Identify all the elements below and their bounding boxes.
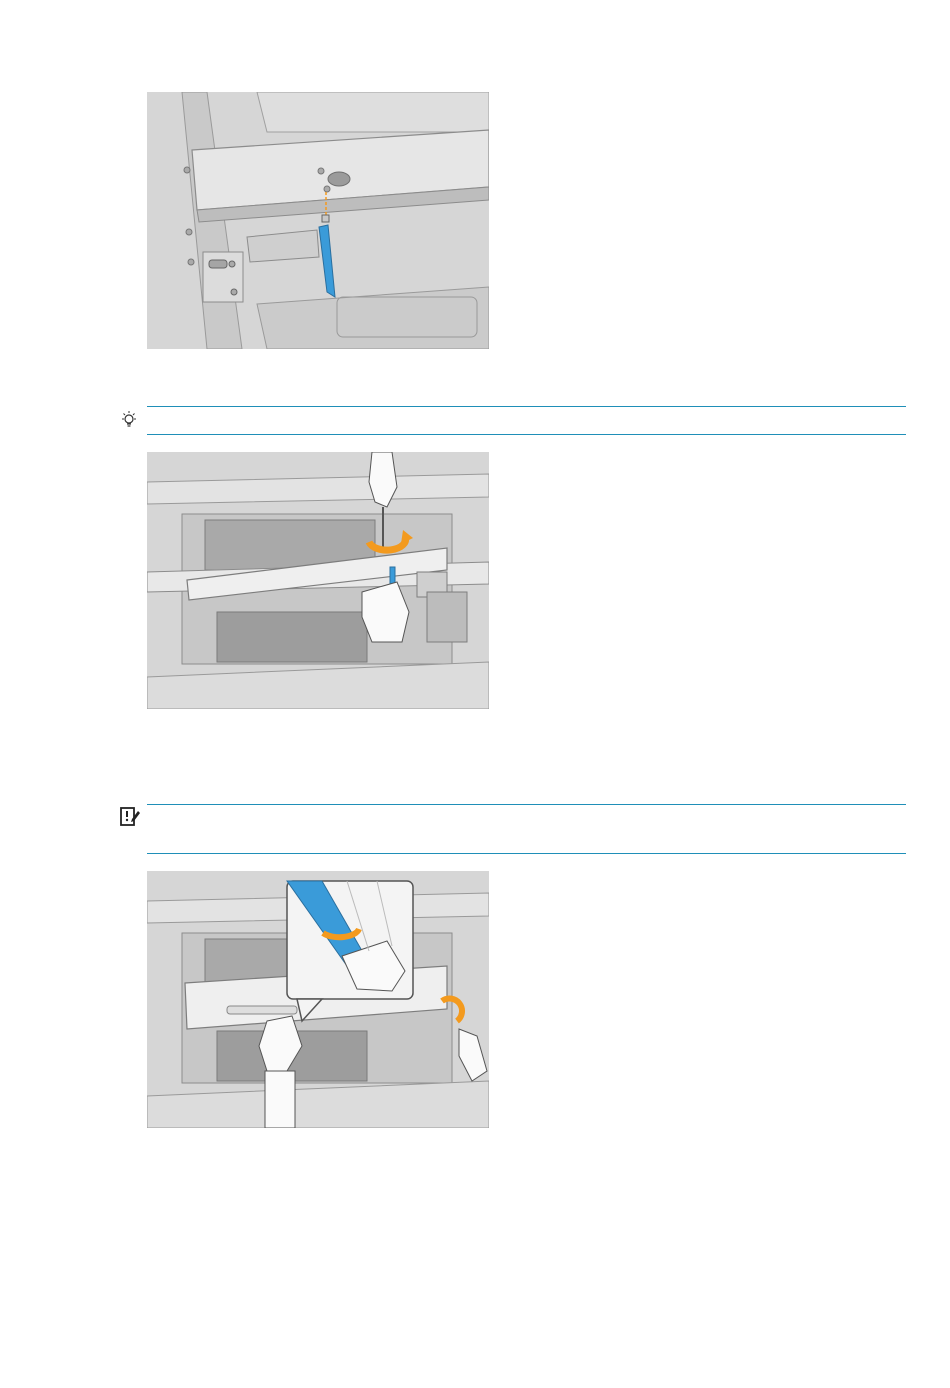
tip-rule-bottom [147, 434, 906, 435]
important-rule-top [147, 804, 906, 805]
figure-1-illustration [147, 92, 489, 349]
important-notepad-icon [119, 806, 141, 833]
figure-2-illustration [147, 452, 489, 709]
tip-rule-top [147, 406, 906, 407]
figure-3-illustration [147, 871, 489, 1128]
important-rule-bottom [147, 853, 906, 854]
lightbulb-icon [119, 410, 139, 435]
